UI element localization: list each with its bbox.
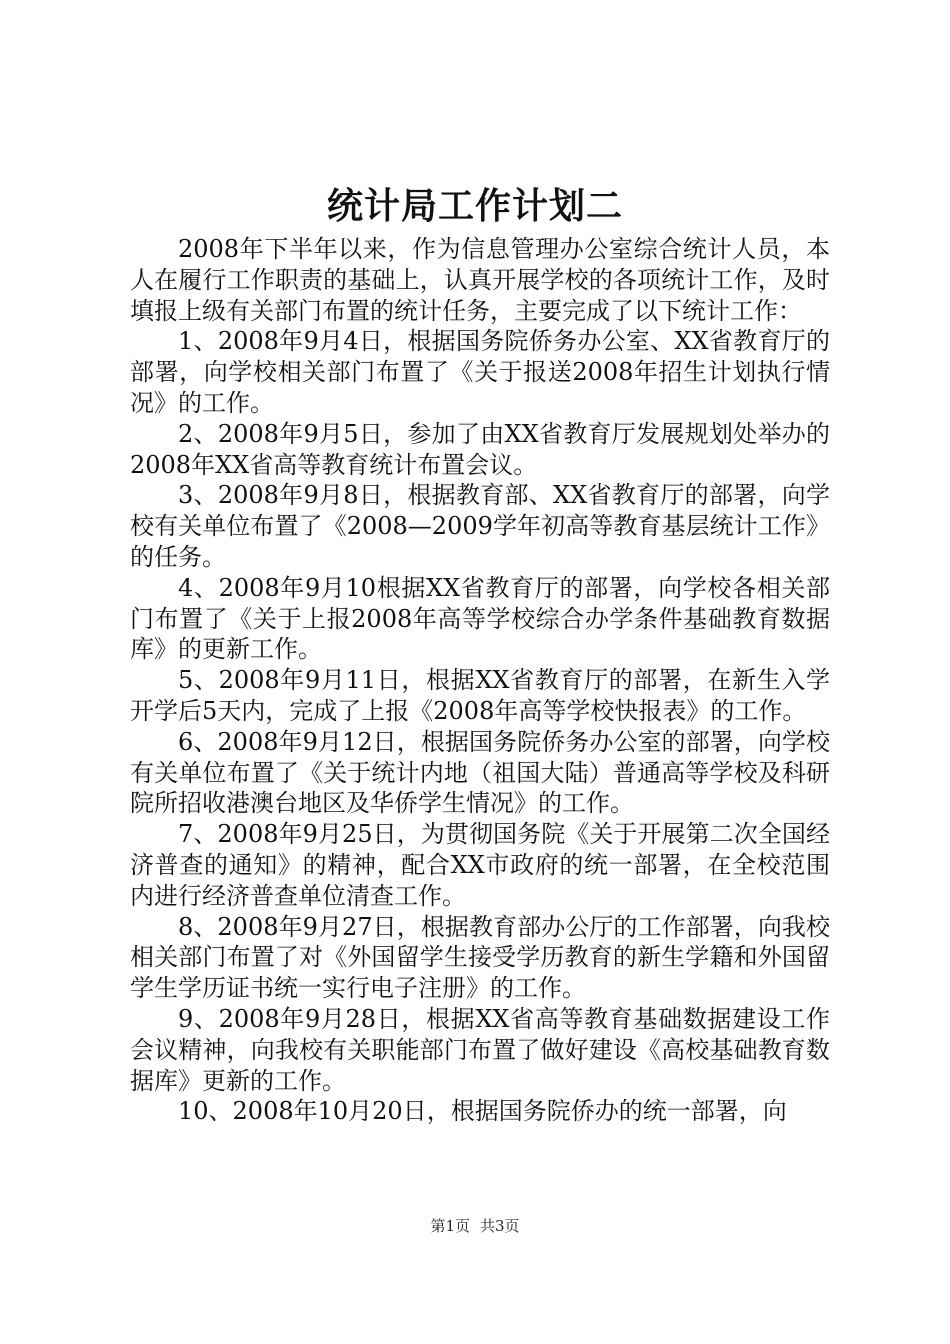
paragraph-intro: 2008年下半年以来，作为信息管理办公室综合统计人员，本人在履行工作职责的基础上，认真开展学校的各项统计工作，及时填报上级有关部门布置的统计任务，主要完成了以下统计工作： [130,235,830,325]
paragraph-item-8: 8、2008年9月27日，根据教育部办公厅的工作部署，向我校相关部门布置了对《外国留学生接受学历教育的新生学籍和外国留学生学历证书统一实行电子注册》的工作。 [130,912,830,1003]
document-body [130,234,830,1127]
paragraph-item-3: 3、2008年9月8日，根据教育部、XX省教育厅的部署，向学校有关单位布置了《2008—2009学年初高等教育基层统计工作》的任务。 [130,481,830,571]
paragraph-item-6: 6、2008年9月12日，根据国务院侨务办公室的部署，向学校有关单位布置了《关于统计内地（祖国大陆）普通高等学校及科研院所招收港澳台地区及华侨学生情况》的工作。 [130,727,830,818]
page-total: 共3页 [480,1217,520,1235]
paragraph-item-1: 1、2008年9月4日，根据国务院侨务办公室、XX省教育厅的部署，向学校相关部门布置了《关于报送2008年招生计划执行情况》的工作。 [130,327,830,417]
paragraph-item-4: 4、2008年9月10根据XX省教育厅的部署，向学校各相关部门布置了《关于上报2008年高等学校综合办学条件基础教育数据库》的更新工作。 [130,573,830,664]
paragraph-item-9: 9、2008年9月28日，根据XX省高等教育基础数据建设工作会议精神，向我校有关职能部门布置了做好建设《高校基础教育数据库》更新的工作。 [130,1004,830,1095]
page-number: 第1页 [430,1217,470,1235]
page-footer [0,1216,950,1236]
paragraph-item-10: 10、2008年10月20日，根据国务院侨办的统一部署，向 [178,1097,787,1126]
document-title: 统计局工作计划二 [326,185,623,227]
paragraph-item-2: 2、2008年9月5日，参加了由XX省教育厅发展规划处举办的2008年XX省高等教育统计布置会议。 [130,419,830,479]
paragraph-item-7: 7、2008年9月25日，为贯彻国务院《关于开展第二次全国经济普查的通知》的精神，配合XX市政府的统一部署，在全校范围内进行经济普查单位清查工作。 [130,820,830,910]
paragraph-item-5: 5、2008年9月11日，根据XX省教育厅的部署，在新生入学开学后5天内，完成了上报《2008年高等学校快报表》的工作。 [130,666,830,725]
